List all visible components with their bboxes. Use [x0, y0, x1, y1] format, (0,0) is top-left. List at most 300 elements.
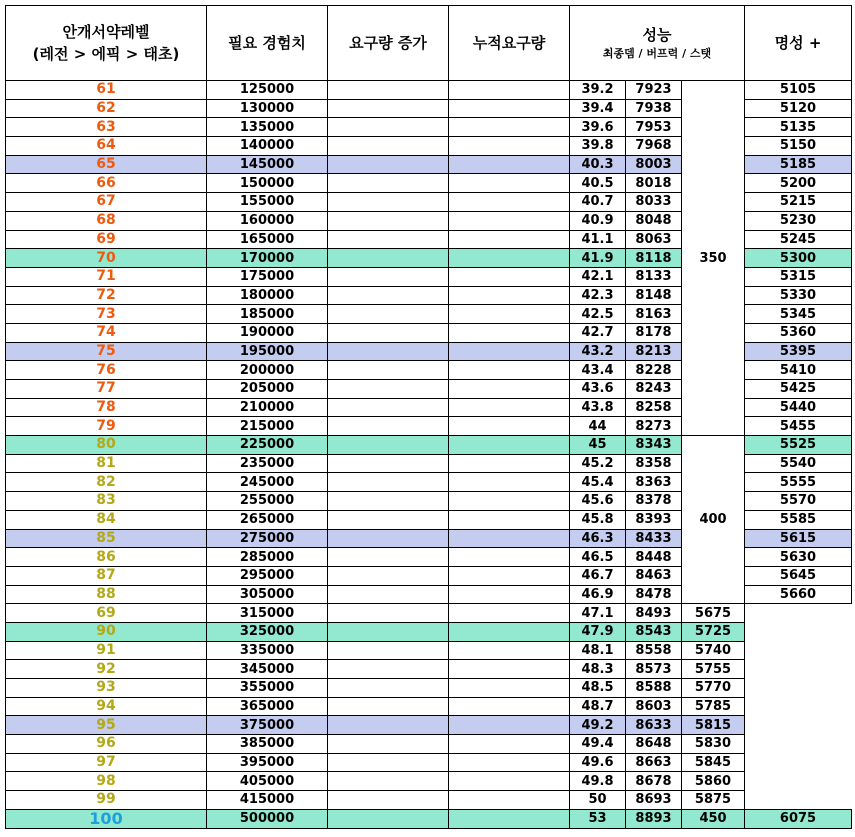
- fame-cell: 5105: [745, 81, 852, 100]
- increase-cell: [328, 791, 449, 810]
- fame-cell: 5615: [745, 529, 852, 548]
- level-cell: 81: [6, 454, 207, 473]
- exp-cell: 155000: [207, 193, 328, 212]
- cumulative-cell: [449, 436, 570, 455]
- exp-cell: 135000: [207, 118, 328, 137]
- fame-cell: 5845: [682, 753, 745, 772]
- table-row: [6, 753, 852, 772]
- damage-cell: 48.1: [570, 641, 626, 660]
- buff-cell: 8648: [626, 735, 682, 754]
- header-perf-title: 성능: [642, 26, 672, 44]
- damage-cell: 47.1: [570, 604, 626, 623]
- exp-cell: 345000: [207, 660, 328, 679]
- cumulative-cell: [449, 697, 570, 716]
- exp-cell: 180000: [207, 286, 328, 305]
- increase-cell: [328, 342, 449, 361]
- table-body: [6, 81, 852, 829]
- increase-cell: [328, 174, 449, 193]
- damage-cell: 39.6: [570, 118, 626, 137]
- fame-cell: 5570: [745, 492, 852, 511]
- exp-cell: 125000: [207, 81, 328, 100]
- fame-cell: 5410: [745, 361, 852, 380]
- cumulative-cell: [449, 753, 570, 772]
- buff-cell: 8003: [626, 155, 682, 174]
- buff-cell: 8243: [626, 380, 682, 399]
- cumulative-cell: [449, 622, 570, 641]
- buff-cell: 8478: [626, 585, 682, 604]
- buff-cell: 8358: [626, 454, 682, 473]
- damage-cell: 41.1: [570, 230, 626, 249]
- cumulative-cell: [449, 81, 570, 100]
- buff-cell: 8573: [626, 660, 682, 679]
- table-row: [6, 604, 852, 623]
- level-cell: 80: [6, 436, 207, 455]
- exp-cell: 190000: [207, 323, 328, 342]
- level-cell: 90: [6, 622, 207, 641]
- exp-cell: 200000: [207, 361, 328, 380]
- cumulative-cell: [449, 641, 570, 660]
- level-cell: 71: [6, 267, 207, 286]
- increase-cell: [328, 622, 449, 641]
- increase-cell: [328, 809, 449, 828]
- level-cell: 64: [6, 137, 207, 156]
- cumulative-cell: [449, 380, 570, 399]
- damage-cell: 49.4: [570, 735, 626, 754]
- table-row: [6, 679, 852, 698]
- header-fame: 명성 +: [745, 6, 852, 81]
- damage-cell: 46.5: [570, 548, 626, 567]
- exp-cell: 335000: [207, 641, 328, 660]
- increase-cell: [328, 118, 449, 137]
- damage-cell: 43.8: [570, 398, 626, 417]
- buff-cell: 8588: [626, 679, 682, 698]
- exp-cell: 265000: [207, 510, 328, 529]
- exp-cell: 285000: [207, 548, 328, 567]
- level-table: [5, 5, 852, 829]
- table-row: [6, 735, 852, 754]
- level-cell: 86: [6, 548, 207, 567]
- level-cell: 63: [6, 118, 207, 137]
- header-increase: 요구량 증가: [328, 6, 449, 81]
- exp-cell: 305000: [207, 585, 328, 604]
- exp-cell: 130000: [207, 99, 328, 118]
- increase-cell: [328, 305, 449, 324]
- table-row: [6, 791, 852, 810]
- fame-cell: 5360: [745, 323, 852, 342]
- cumulative-cell: [449, 193, 570, 212]
- level-cell: 92: [6, 660, 207, 679]
- buff-cell: 8393: [626, 510, 682, 529]
- damage-cell: 43.2: [570, 342, 626, 361]
- cumulative-cell: [449, 529, 570, 548]
- buff-cell: 7938: [626, 99, 682, 118]
- level-cell: 70: [6, 249, 207, 268]
- increase-cell: [328, 323, 449, 342]
- buff-cell: 8163: [626, 305, 682, 324]
- exp-cell: 170000: [207, 249, 328, 268]
- fame-cell: 5525: [745, 436, 852, 455]
- increase-cell: [328, 398, 449, 417]
- buff-cell: 8433: [626, 529, 682, 548]
- level-cell: 75: [6, 342, 207, 361]
- fame-cell: 5440: [745, 398, 852, 417]
- level-cell: 61: [6, 81, 207, 100]
- exp-cell: 150000: [207, 174, 328, 193]
- fame-cell: 5660: [745, 585, 852, 604]
- exp-cell: 160000: [207, 211, 328, 230]
- cumulative-cell: [449, 398, 570, 417]
- increase-cell: [328, 529, 449, 548]
- level-cell: 84: [6, 510, 207, 529]
- damage-cell: 42.7: [570, 323, 626, 342]
- damage-cell: 40.5: [570, 174, 626, 193]
- damage-cell: 49.2: [570, 716, 626, 735]
- fame-cell: 5425: [745, 380, 852, 399]
- level-cell: 93: [6, 679, 207, 698]
- increase-cell: [328, 211, 449, 230]
- cumulative-cell: [449, 342, 570, 361]
- stat-cell: 400: [682, 436, 745, 604]
- header-row: [6, 6, 852, 81]
- level-cell: 95: [6, 716, 207, 735]
- exp-cell: 235000: [207, 454, 328, 473]
- exp-cell: 245000: [207, 473, 328, 492]
- exp-cell: 295000: [207, 566, 328, 585]
- cumulative-cell: [449, 716, 570, 735]
- buff-cell: 8463: [626, 566, 682, 585]
- cumulative-cell: [449, 772, 570, 791]
- fame-cell: 5455: [745, 417, 852, 436]
- header-cumulative: 누적요구량: [449, 6, 570, 81]
- exp-cell: 325000: [207, 622, 328, 641]
- cumulative-cell: [449, 211, 570, 230]
- cumulative-cell: [449, 660, 570, 679]
- buff-cell: 7953: [626, 118, 682, 137]
- cumulative-cell: [449, 155, 570, 174]
- level-cell: 69: [6, 604, 207, 623]
- buff-cell: 8693: [626, 791, 682, 810]
- level-cell: 79: [6, 417, 207, 436]
- exp-cell: 140000: [207, 137, 328, 156]
- buff-cell: 8603: [626, 697, 682, 716]
- increase-cell: [328, 230, 449, 249]
- buff-cell: 8148: [626, 286, 682, 305]
- damage-cell: 42.3: [570, 286, 626, 305]
- cumulative-cell: [449, 604, 570, 623]
- fame-cell: 5315: [745, 267, 852, 286]
- level-cell: 96: [6, 735, 207, 754]
- damage-cell: 42.1: [570, 267, 626, 286]
- cumulative-cell: [449, 267, 570, 286]
- exp-cell: 275000: [207, 529, 328, 548]
- increase-cell: [328, 697, 449, 716]
- increase-cell: [328, 81, 449, 100]
- exp-cell: 215000: [207, 417, 328, 436]
- buff-cell: 8033: [626, 193, 682, 212]
- fame-cell: 5555: [745, 473, 852, 492]
- buff-cell: 8273: [626, 417, 682, 436]
- fame-cell: 5770: [682, 679, 745, 698]
- cumulative-cell: [449, 791, 570, 810]
- increase-cell: [328, 753, 449, 772]
- buff-cell: 8018: [626, 174, 682, 193]
- damage-cell: 41.9: [570, 249, 626, 268]
- header-exp: 필요 경험치: [207, 6, 328, 81]
- header-perf: [570, 6, 745, 81]
- increase-cell: [328, 679, 449, 698]
- increase-cell: [328, 155, 449, 174]
- increase-cell: [328, 604, 449, 623]
- fame-cell: 5200: [745, 174, 852, 193]
- level-cell: 94: [6, 697, 207, 716]
- level-cell: 97: [6, 753, 207, 772]
- level-cell: 72: [6, 286, 207, 305]
- buff-cell: 8133: [626, 267, 682, 286]
- exp-cell: 145000: [207, 155, 328, 174]
- damage-cell: 48.5: [570, 679, 626, 698]
- buff-cell: 8378: [626, 492, 682, 511]
- buff-cell: 8063: [626, 230, 682, 249]
- damage-cell: 43.6: [570, 380, 626, 399]
- fame-cell: 5675: [682, 604, 745, 623]
- level-cell: 73: [6, 305, 207, 324]
- damage-cell: 46.9: [570, 585, 626, 604]
- header-level-line2: (레전 > 에픽 > 태초): [32, 45, 180, 63]
- buff-cell: 8258: [626, 398, 682, 417]
- fame-cell: 6075: [745, 809, 852, 828]
- table-row: [6, 622, 852, 641]
- fame-cell: 5185: [745, 155, 852, 174]
- level-cell: 76: [6, 361, 207, 380]
- fame-cell: 5330: [745, 286, 852, 305]
- fame-cell: 5245: [745, 230, 852, 249]
- fame-cell: 5135: [745, 118, 852, 137]
- exp-cell: 355000: [207, 679, 328, 698]
- fame-cell: 5585: [745, 510, 852, 529]
- damage-cell: 50: [570, 791, 626, 810]
- damage-cell: 42.5: [570, 305, 626, 324]
- buff-cell: 7968: [626, 137, 682, 156]
- level-cell: 65: [6, 155, 207, 174]
- increase-cell: [328, 286, 449, 305]
- damage-cell: 45.2: [570, 454, 626, 473]
- cumulative-cell: [449, 137, 570, 156]
- cumulative-cell: [449, 473, 570, 492]
- level-cell: 77: [6, 380, 207, 399]
- increase-cell: [328, 137, 449, 156]
- level-cell: 69: [6, 230, 207, 249]
- level-cell: 78: [6, 398, 207, 417]
- increase-cell: [328, 716, 449, 735]
- exp-cell: 385000: [207, 735, 328, 754]
- cumulative-cell: [449, 99, 570, 118]
- fame-cell: 5540: [745, 454, 852, 473]
- table-row: [6, 660, 852, 679]
- cumulative-cell: [449, 566, 570, 585]
- buff-cell: 8363: [626, 473, 682, 492]
- exp-cell: 185000: [207, 305, 328, 324]
- fame-cell: 5300: [745, 249, 852, 268]
- header-level-line1: 안개서약레벨: [62, 23, 150, 41]
- buff-cell: 8633: [626, 716, 682, 735]
- fame-cell: 5215: [745, 193, 852, 212]
- damage-cell: 49.8: [570, 772, 626, 791]
- increase-cell: [328, 99, 449, 118]
- buff-cell: 8493: [626, 604, 682, 623]
- exp-cell: 195000: [207, 342, 328, 361]
- level-cell: 85: [6, 529, 207, 548]
- fame-cell: 5740: [682, 641, 745, 660]
- level-cell: 88: [6, 585, 207, 604]
- cumulative-cell: [449, 417, 570, 436]
- cumulative-cell: [449, 230, 570, 249]
- increase-cell: [328, 548, 449, 567]
- increase-cell: [328, 585, 449, 604]
- cumulative-cell: [449, 323, 570, 342]
- damage-cell: 47.9: [570, 622, 626, 641]
- level-cell: 62: [6, 99, 207, 118]
- buff-cell: 8558: [626, 641, 682, 660]
- fame-cell: 5630: [745, 548, 852, 567]
- exp-cell: 175000: [207, 267, 328, 286]
- damage-cell: 39.4: [570, 99, 626, 118]
- increase-cell: [328, 249, 449, 268]
- increase-cell: [328, 660, 449, 679]
- damage-cell: 44: [570, 417, 626, 436]
- exp-cell: 365000: [207, 697, 328, 716]
- increase-cell: [328, 361, 449, 380]
- exp-cell: 255000: [207, 492, 328, 511]
- buff-cell: 8213: [626, 342, 682, 361]
- buff-cell: 8228: [626, 361, 682, 380]
- increase-cell: [328, 454, 449, 473]
- cumulative-cell: [449, 361, 570, 380]
- exp-cell: 205000: [207, 380, 328, 399]
- buff-cell: 8663: [626, 753, 682, 772]
- increase-cell: [328, 492, 449, 511]
- increase-cell: [328, 193, 449, 212]
- exp-cell: 225000: [207, 436, 328, 455]
- level-cell: 67: [6, 193, 207, 212]
- damage-cell: 40.9: [570, 211, 626, 230]
- cumulative-cell: [449, 174, 570, 193]
- exp-cell: 315000: [207, 604, 328, 623]
- cumulative-cell: [449, 305, 570, 324]
- increase-cell: [328, 566, 449, 585]
- level-cell: 82: [6, 473, 207, 492]
- table-row: [6, 81, 852, 100]
- increase-cell: [328, 473, 449, 492]
- damage-cell: 46.7: [570, 566, 626, 585]
- cumulative-cell: [449, 454, 570, 473]
- exp-cell: 395000: [207, 753, 328, 772]
- level-cell: 66: [6, 174, 207, 193]
- damage-cell: 39.2: [570, 81, 626, 100]
- exp-cell: 415000: [207, 791, 328, 810]
- increase-cell: [328, 267, 449, 286]
- fame-cell: 5150: [745, 137, 852, 156]
- fame-cell: 5860: [682, 772, 745, 791]
- table-row: [6, 772, 852, 791]
- fame-cell: 5785: [682, 697, 745, 716]
- cumulative-cell: [449, 249, 570, 268]
- exp-cell: 405000: [207, 772, 328, 791]
- fame-cell: 5830: [682, 735, 745, 754]
- fame-cell: 5725: [682, 622, 745, 641]
- level-cell: 100: [6, 809, 207, 828]
- fame-cell: 5230: [745, 211, 852, 230]
- buff-cell: 8118: [626, 249, 682, 268]
- buff-cell: 8448: [626, 548, 682, 567]
- increase-cell: [328, 436, 449, 455]
- damage-cell: 45.6: [570, 492, 626, 511]
- damage-cell: 40.3: [570, 155, 626, 174]
- increase-cell: [328, 735, 449, 754]
- damage-cell: 49.6: [570, 753, 626, 772]
- buff-cell: 7923: [626, 81, 682, 100]
- damage-cell: 39.8: [570, 137, 626, 156]
- buff-cell: 8343: [626, 436, 682, 455]
- buff-cell: 8178: [626, 323, 682, 342]
- cumulative-cell: [449, 735, 570, 754]
- cumulative-cell: [449, 585, 570, 604]
- level-cell: 74: [6, 323, 207, 342]
- cumulative-cell: [449, 510, 570, 529]
- damage-cell: 45.8: [570, 510, 626, 529]
- fame-cell: 5875: [682, 791, 745, 810]
- exp-cell: 165000: [207, 230, 328, 249]
- increase-cell: [328, 380, 449, 399]
- level-cell: 83: [6, 492, 207, 511]
- level-cell: 99: [6, 791, 207, 810]
- buff-cell: 8893: [626, 809, 682, 828]
- fame-cell: 5345: [745, 305, 852, 324]
- level-cell: 68: [6, 211, 207, 230]
- stat-cell: 350: [682, 81, 745, 436]
- header-perf-sub: 최종뎀 / 버프력 / 스탯: [602, 47, 712, 60]
- damage-cell: 40.7: [570, 193, 626, 212]
- increase-cell: [328, 510, 449, 529]
- exp-cell: 375000: [207, 716, 328, 735]
- cumulative-cell: [449, 548, 570, 567]
- exp-cell: 210000: [207, 398, 328, 417]
- table-row: [6, 716, 852, 735]
- table-row: [6, 641, 852, 660]
- fame-cell: 5645: [745, 566, 852, 585]
- table-row: [6, 809, 852, 828]
- level-cell: 91: [6, 641, 207, 660]
- cumulative-cell: [449, 809, 570, 828]
- stat-cell: 450: [682, 809, 745, 828]
- buff-cell: 8678: [626, 772, 682, 791]
- cumulative-cell: [449, 492, 570, 511]
- cumulative-cell: [449, 286, 570, 305]
- buff-cell: 8048: [626, 211, 682, 230]
- fame-cell: 5815: [682, 716, 745, 735]
- fame-cell: 5120: [745, 99, 852, 118]
- damage-cell: 46.3: [570, 529, 626, 548]
- header-level: [6, 6, 207, 81]
- fame-cell: 5395: [745, 342, 852, 361]
- increase-cell: [328, 641, 449, 660]
- damage-cell: 48.3: [570, 660, 626, 679]
- damage-cell: 45.4: [570, 473, 626, 492]
- buff-cell: 8543: [626, 622, 682, 641]
- level-cell: 98: [6, 772, 207, 791]
- cumulative-cell: [449, 118, 570, 137]
- level-cell: 87: [6, 566, 207, 585]
- increase-cell: [328, 417, 449, 436]
